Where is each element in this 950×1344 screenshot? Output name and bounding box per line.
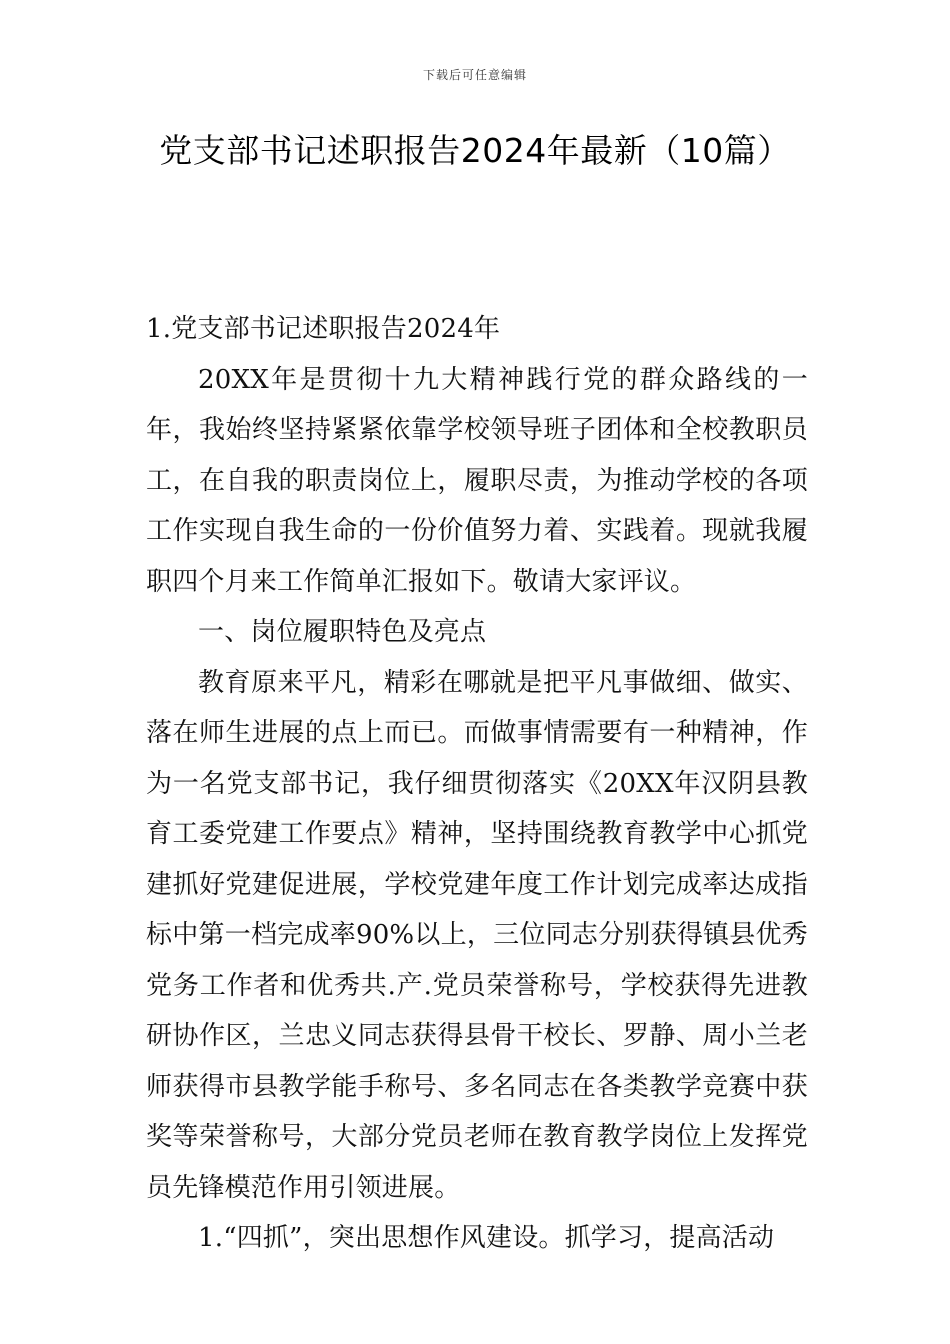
paragraph-education: 教育原来平凡，精彩在哪就是把平凡事做细、做实、落在师生进展的点上而已。而做事情需要有一种精神，作为一名党支部书记，我仔细贯彻落实《20XX年汉阴县教育工委党建工作要点》精神，坚持围绕教育教学中心抓党建抓好党建促进展，学校党建年度工作计划完成率达成指标中第一档完成率90%以上，三位同志分别获得镇县优秀党务工作者和优秀共.产.党员荣誉称号，学校获得先进教研协作区，兰忠义同志获得县骨干校长、罗静、周小兰老师获得市县教学能手称号、多名同志在各类教学竞赛中获奖等荣誉称号，大部分党员老师在教育教学岗位上发挥党员先锋模范作用引领进展。 <box>146 667 808 1203</box>
document-body <box>146 304 808 1264</box>
paragraph-intro: 20XX年是贯彻十九大精神践行党的群众路线的一年，我始终坚持紧紧依靠学校领导班子团体和全校教职员工，在自我的职责岗位上，履职尽责，为推动学校的各项工作实现自我生命的一份价值努力着、实践着。现就我履职四个月来工作简单汇报如下。敬请大家评议。 <box>146 364 808 597</box>
subsection-heading: 一、岗位履职特色及亮点 <box>198 617 487 647</box>
document-title: 党支部书记述职报告2024年最新（10篇） <box>159 131 791 170</box>
section-heading: 1.党支部书记述职报告2024年 <box>146 314 501 344</box>
header-note: 下载后可任意编辑 <box>422 68 527 82</box>
paragraph-four-grasps: 1.“四抓”，突出思想作风建设。抓学习，提高活动 <box>198 1223 775 1253</box>
